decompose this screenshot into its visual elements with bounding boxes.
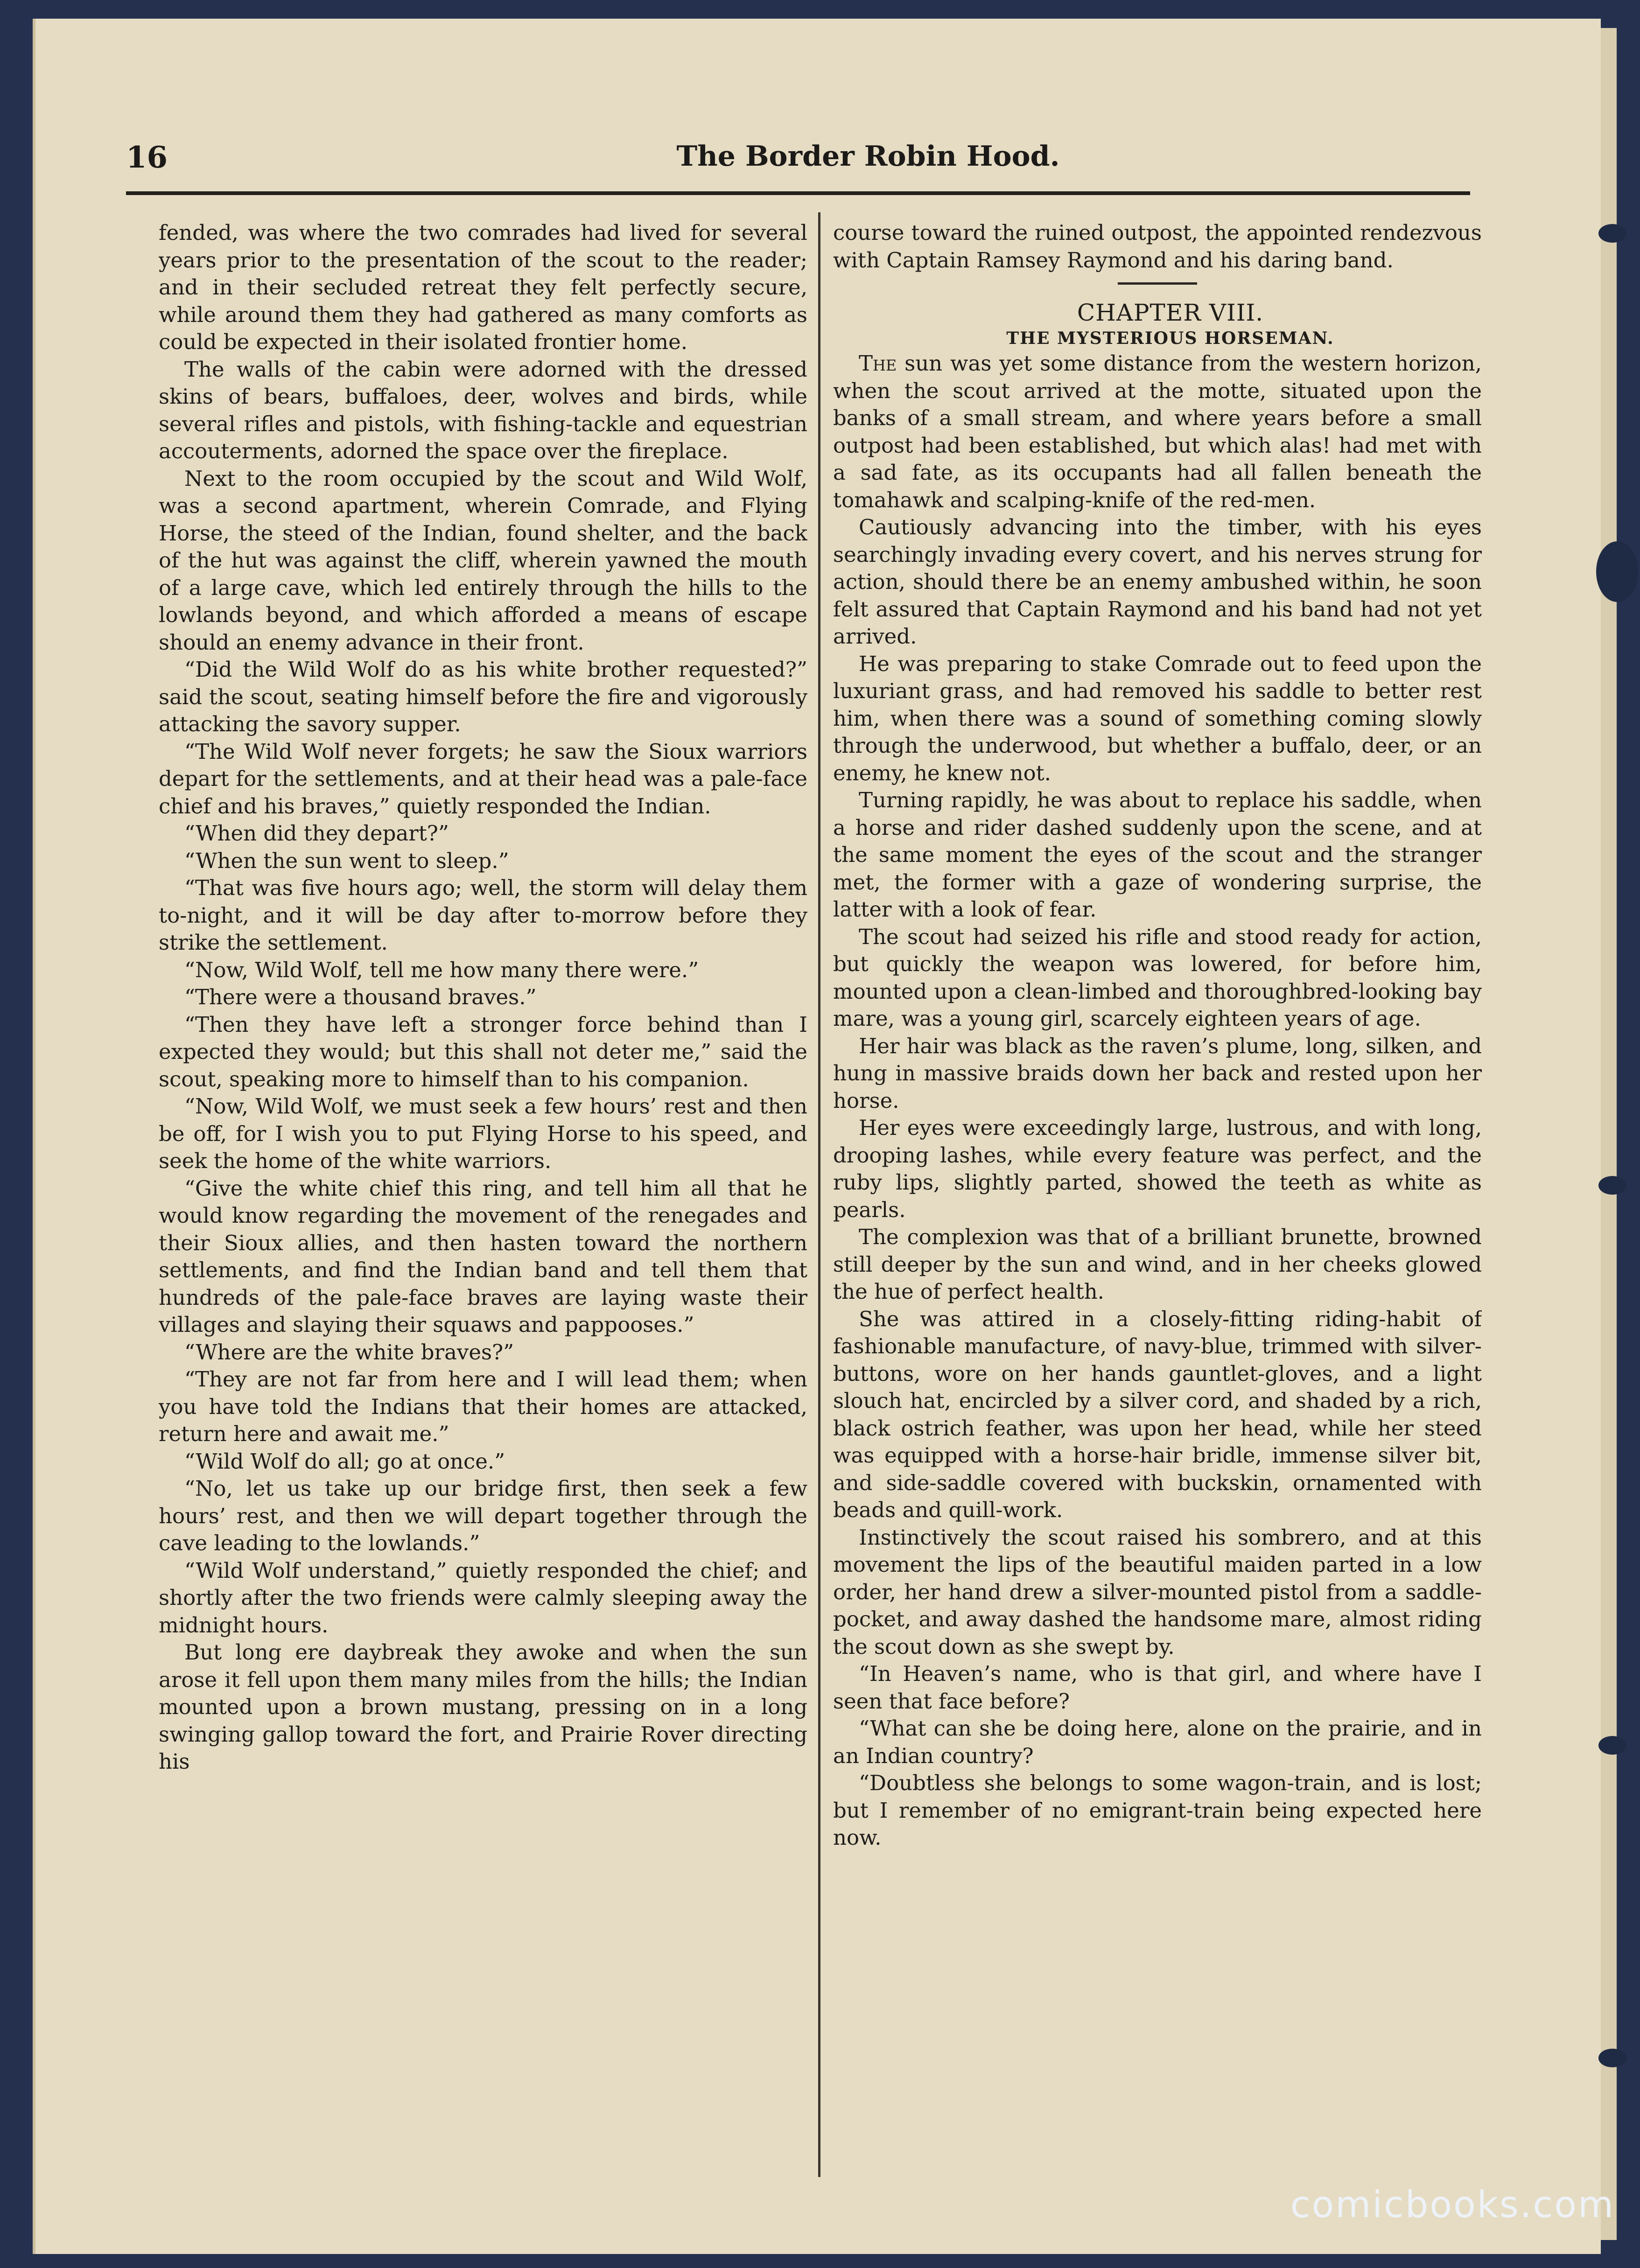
- paragraph: She was attired in a closely-fitting riding-habit of fashionable manufacture, of navy-blue, trimmed with silver-buttons, wore on her hands gauntlet-gloves, and a light slouch hat, encircled by a silver cord, and shaded by a rich, black ostrich feather, was upon her head, while her steed was equipped with a horse-hair bridle, immense silver bit, and side-saddle covered with buckskin, ornamented with beads and quill-work.: [833, 1306, 1482, 1522]
- paragraph: Turning rapidly, he was about to replace his saddle, when a horse and rider dashed suddenly upon the scene, and at the same moment the eyes of the scout and the stranger met, the former with a gaze of wondering surprise, the latter with a look of fear.: [833, 788, 1482, 922]
- running-title: The Border Robin Hood.: [676, 140, 1060, 173]
- paragraph: He was preparing to stake Comrade out to feed upon the luxuriant grass, and had removed his saddle to better rest him, when there was a sound of something coming slowly through the underwood, but whether a buffalo, deer, or an enemy, he knew not.: [833, 651, 1482, 785]
- paragraph: “Did the Wild Wolf do as his white brother requested?” said the scout, seating himself before the fire and vigorously attacking the savory supper.: [159, 657, 807, 736]
- paragraph: “What can she be doing here, alone on the prairie, and in an Indian country?: [833, 1716, 1482, 1768]
- paragraph: fended, was where the two comrades had lived for several years prior to the presentation of the scout to the reader; and in their secluded retreat they felt perfectly secure, while around them they had gathered as many comforts as could be expected in their isolated frontier home.: [159, 220, 807, 354]
- binding-hole: [1598, 1176, 1626, 1195]
- paragraph: “That was five hours ago; well, the storm will delay them to-night, and it will be day after to-morrow before they strike the settlement.: [159, 875, 807, 955]
- paragraph: Next to the room occupied by the scout and Wild Wolf, was a second apartment, wherein Comrade, and Flying Horse, the steed of the Indian, found shelter, and the back of the hut was against the cliff, wherein yawned the mouth of a large cave, which led entirely through the hills to the lowlands beyond, and which afforded a means of escape should an enemy advance in their front.: [159, 466, 807, 655]
- binding-hole: [1598, 1736, 1626, 1755]
- watermark: comicbooks.com: [1290, 2184, 1615, 2226]
- paragraph: “The Wild Wolf never forgets; he saw the Sioux warriors depart for the settlements, and at their head was a pale-face chief and his braves,” quietly responded the Indian.: [159, 739, 807, 819]
- paragraph: The complexion was that of a brilliant brunette, browned still deeper by the sun and wind, and in her cheeks glowed the hue of perfect health.: [833, 1225, 1482, 1304]
- left-column: [159, 219, 807, 2175]
- paragraph: The scout had seized his rifle and stood ready for action, but quickly the weapon was lowered, for before him, mounted upon a clean-limbed and thoroughbred-looking bay mare, was a young girl, scarcely eighteen years of age.: [833, 924, 1482, 1031]
- column-divider: [818, 212, 820, 2177]
- paragraph: “No, let us take up our bridge first, then seek a few hours’ rest, and then we will depart together through the cave leading to the lowlands.”: [159, 1476, 807, 1555]
- page-number: 16: [126, 140, 168, 175]
- paragraph-text: sun was yet some distance from the western horizon, when the scout arrived at the motte, situated upon the banks of a small stream, and where years before a small outpost had been established, but which alas! had met with a sad fate, as its occupants had all fallen beneath the tomahawk and scalping-knife of the red-men.: [833, 351, 1482, 512]
- paragraph: “When the sun went to sleep.”: [184, 848, 509, 873]
- paragraph: “There were a thousand braves.”: [184, 985, 537, 1009]
- right-column: [833, 219, 1482, 2175]
- chapter-subtitle: THE MYSTERIOUS HORSEMAN.: [1006, 329, 1334, 348]
- paragraph: Instinctively the scout raised his sombrero, and at this movement the lips of the beautiful maiden parted in a low order, her hand drew a silver-mounted pistol from a saddle-pocket, and away dashed the handsome mare, almost riding the scout down as she swept by.: [833, 1525, 1482, 1659]
- paragraph: “When did they depart?”: [184, 821, 449, 846]
- paragraph: “Wild Wolf do all; go at once.”: [184, 1449, 505, 1474]
- paragraph: “Now, Wild Wolf, tell me how many there were.”: [184, 957, 699, 982]
- paragraph: Her hair was black as the raven’s plume, long, silken, and hung in massive braids down her back and rested upon her horse.: [833, 1033, 1482, 1113]
- binding-hole: [1598, 224, 1626, 243]
- paragraph: Her eyes were exceedingly large, lustrous, and with long, drooping lashes, while every feature was perfect, and the ruby lips, slightly parted, showed the teeth as white as pearls.: [833, 1115, 1482, 1222]
- paragraph: [833, 350, 1482, 514]
- paragraph: “Then they have left a stronger force behind than I expected they would; but this shall not deter me,” said the scout, speaking more to himself than to his companion.: [159, 1012, 807, 1092]
- binding-hole: [1598, 2049, 1626, 2067]
- section-rule: [1118, 282, 1197, 285]
- chapter-first-word: The: [859, 351, 897, 376]
- paragraph: Cautiously advancing into the timber, with his eyes searchingly invading every covert, and his nerves strung for action, should there be an enemy ambushed within, he soon felt assured that Captain Raymond and his band had not yet arrived.: [833, 515, 1482, 649]
- paragraph: “Doubtless she belongs to some wagon-train, and is lost; but I remember of no emigrant-train being expected here now.: [833, 1771, 1482, 1850]
- paragraph: “Where are the white braves?”: [184, 1339, 514, 1365]
- paragraph: “Now, Wild Wolf, we must seek a few hours’ rest and then be off, for I wish you to put Flying Horse to his speed, and seek the home of the white warriors.: [159, 1094, 807, 1173]
- header-rule: [126, 191, 1470, 195]
- paragraph: The walls of the cabin were adorned with the dressed skins of bears, buffaloes, deer, wolves and birds, while several rifles and pistols, with fishing-tackle and equestrian accouterments, adorned the space over the fireplace.: [159, 357, 807, 463]
- paragraph: “In Heaven’s name, who is that girl, and where have I seen that face before?: [833, 1661, 1482, 1714]
- right-column-intro: course toward the ruined outpost, the appointed rendezvous with Captain Ramsey Raymond and his daring band.: [833, 220, 1482, 273]
- paragraph: “Give the white chief this ring, and tell him all that he would know regarding the movement of the renegades and their Sioux allies, and then hasten toward the northern settlements, and find the Indian band and tell them that hundreds of the pale-face braves are laying waste their villages and slaying their squaws and pappooses.”: [159, 1176, 807, 1337]
- binding-hole: [1596, 541, 1638, 602]
- paragraph: But long ere daybreak they awoke and when the sun arose it fell upon them many miles from the hills; the Indian mounted upon a brown mustang, pressing on in a long swinging gallop toward the fort, and Prairie Rover directing his: [159, 1640, 807, 1774]
- paragraph: “Wild Wolf understand,” quietly responded the chief; and shortly after the two friends were calmly sleeping away the midnight hours.: [159, 1558, 807, 1638]
- chapter-title: CHAPTER VIII.: [1077, 299, 1264, 326]
- paragraph: “They are not far from here and I will lead them; when you have told the Indians that their homes are attacked, return here and await me.”: [159, 1367, 807, 1446]
